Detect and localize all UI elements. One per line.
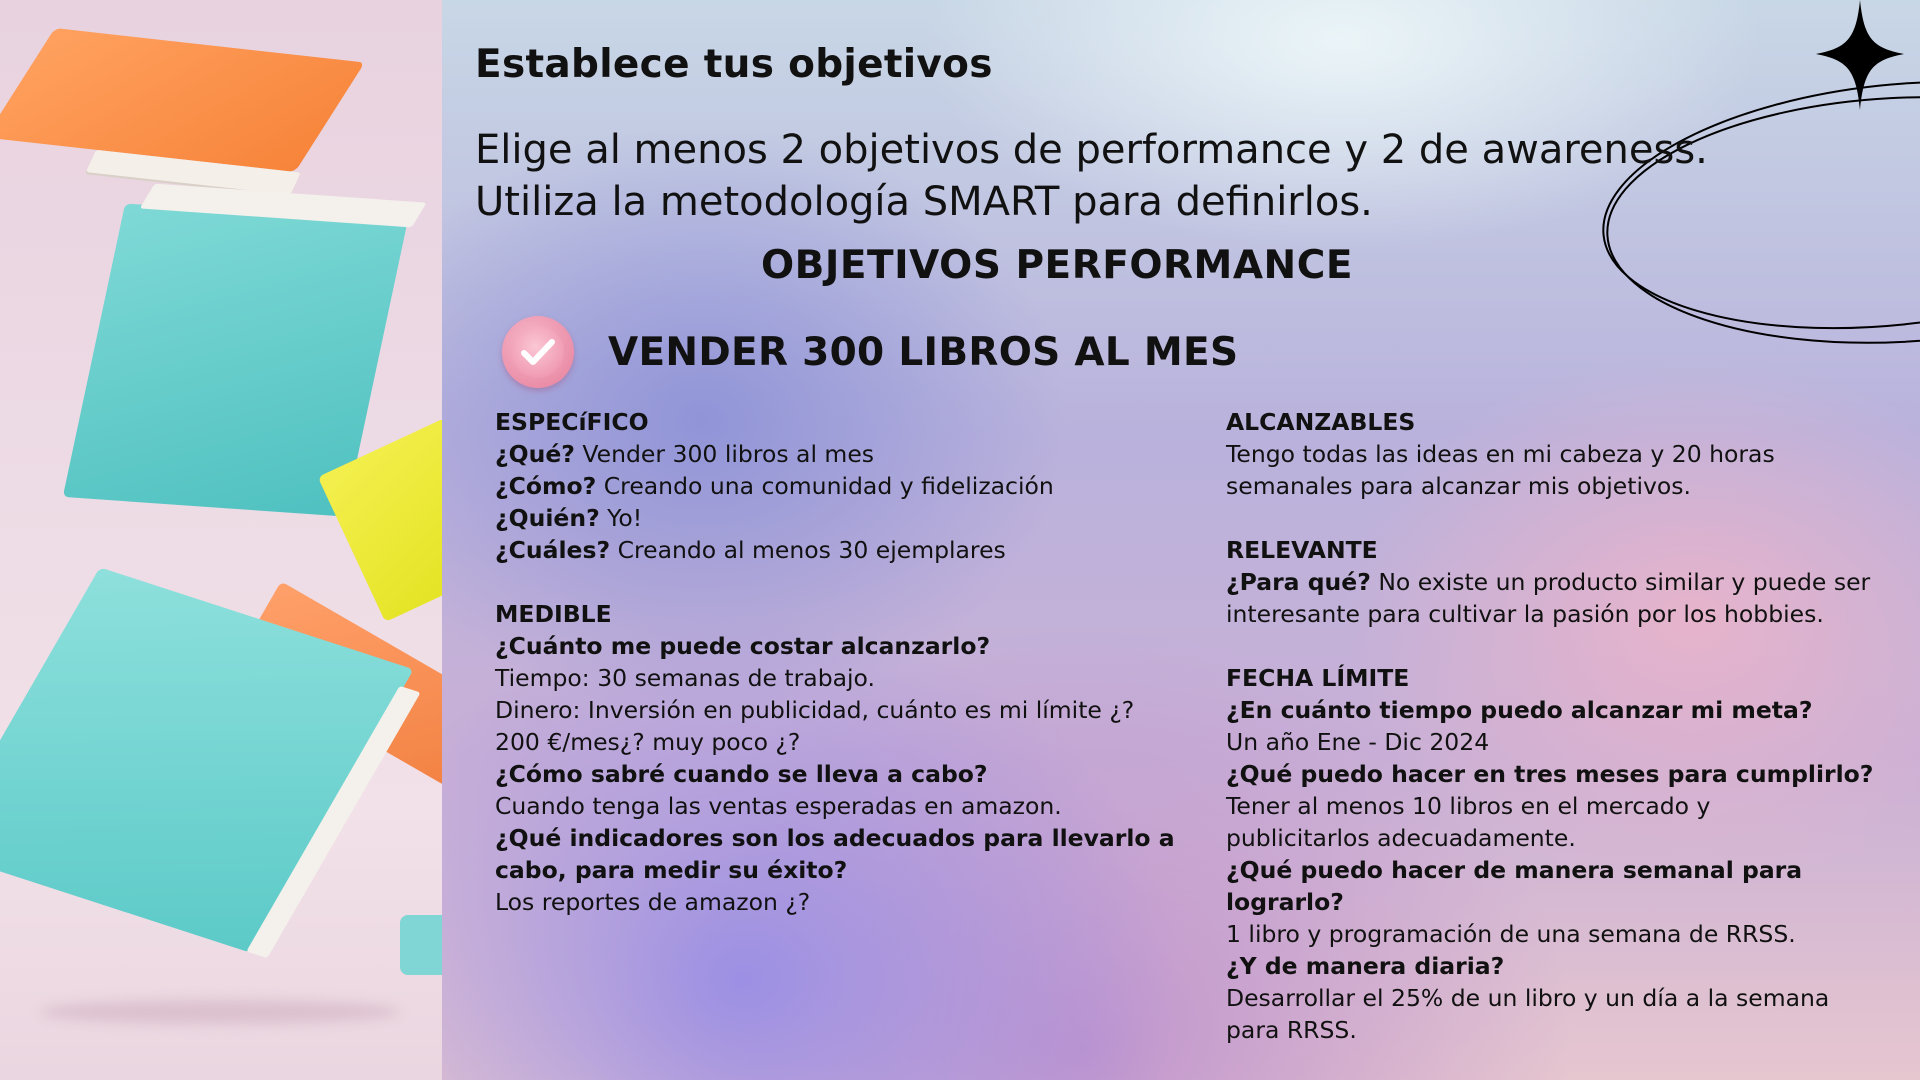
- intro-text: [475, 124, 1775, 228]
- especifico-que: ¿Qué? Vender 300 libros al mes: [495, 440, 875, 468]
- checkmark-badge-icon: [502, 316, 574, 388]
- especifico-quien: ¿Quién? Yo!: [495, 504, 643, 532]
- books-shadow: [40, 1000, 400, 1024]
- medible-answer-2: Cuando tenga las ventas esperadas en amazon.: [495, 792, 1062, 820]
- teal-book-small: [400, 915, 442, 975]
- orange-book-top: [0, 28, 365, 172]
- smart-right-column: [1226, 406, 1916, 1046]
- relevante-heading: RELEVANTE: [1226, 536, 1378, 564]
- medible-heading: MEDIBLE: [495, 600, 612, 628]
- medible-question-3: ¿Qué indicadores son los adecuados para llevarlo a cabo, para medir su éxito?: [495, 824, 1175, 884]
- goal-row: [502, 316, 1238, 388]
- slide-content: [442, 0, 1920, 1080]
- fecha-answer-3: 1 libro y programación de una semana de RRSS.: [1226, 920, 1796, 948]
- fecha-answer-2: Tener al menos 10 libros en el mercado y publicitarlos adecuadamente.: [1226, 792, 1711, 852]
- medible-answer-1-line-1: Tiempo: 30 semanas de trabajo.: [495, 664, 875, 692]
- fecha-question-4: ¿Y de manera diaria?: [1226, 952, 1505, 980]
- especifico-heading: ESPECíFICO: [495, 408, 649, 436]
- medible-answer-1-line-3: 200 €/mes¿? muy poco ¿?: [495, 728, 801, 756]
- alcanzables-heading: ALCANZABLES: [1226, 408, 1416, 436]
- intro-line-2: Utiliza la metodología SMART para definirlos.: [475, 179, 1373, 225]
- section-heading: OBJETIVOS PERFORMANCE: [761, 243, 1353, 288]
- intro-line-1: Elige al menos 2 objetivos de performance y 2 de awareness.: [475, 127, 1708, 173]
- fecha-question-1: ¿En cuánto tiempo puedo alcanzar mi meta?: [1226, 696, 1813, 724]
- fecha-answer-4: Desarrollar el 25% de un libro y un día a la semana para RRSS.: [1226, 984, 1830, 1044]
- especifico-cuales: ¿Cuáles? Creando al menos 30 ejemplares: [495, 536, 1006, 564]
- medible-answer-1-line-2: Dinero: Inversión en publicidad, cuánto es mi límite ¿?: [495, 696, 1135, 724]
- medible-answer-3: Los reportes de amazon ¿?: [495, 888, 811, 916]
- sparkle-star-icon: [1804, 0, 1904, 110]
- fecha-question-3: ¿Qué puedo hacer de manera semanal para lograrlo?: [1226, 856, 1803, 916]
- medible-question-2: ¿Cómo sabré cuando se lleva a cabo?: [495, 760, 988, 788]
- relevante-text: ¿Para qué? No existe un producto similar y puede ser interesante para cultivar la pasión por los hobbies.: [1226, 568, 1871, 628]
- fecha-question-2: ¿Qué puedo hacer en tres meses para cumplirlo?: [1226, 760, 1874, 788]
- alcanzables-text: Tengo todas las ideas en mi cabeza y 20 horas semanales para alcanzar mis objetivos.: [1226, 440, 1775, 500]
- books-photo: [0, 0, 442, 1080]
- goal-title: VENDER 300 LIBROS AL MES: [608, 329, 1239, 375]
- fecha-limite-heading: FECHA LÍMITE: [1226, 664, 1410, 692]
- smart-left-column: [495, 406, 1215, 918]
- fecha-answer-1: Un año Ene - Dic 2024: [1226, 728, 1490, 756]
- page-title: Establece tus objetivos: [475, 42, 993, 87]
- medible-question-1: ¿Cuánto me puede costar alcanzarlo?: [495, 632, 991, 660]
- especifico-como: ¿Cómo? Creando una comunidad y fidelización: [495, 472, 1054, 500]
- checkmark-icon: [521, 338, 555, 366]
